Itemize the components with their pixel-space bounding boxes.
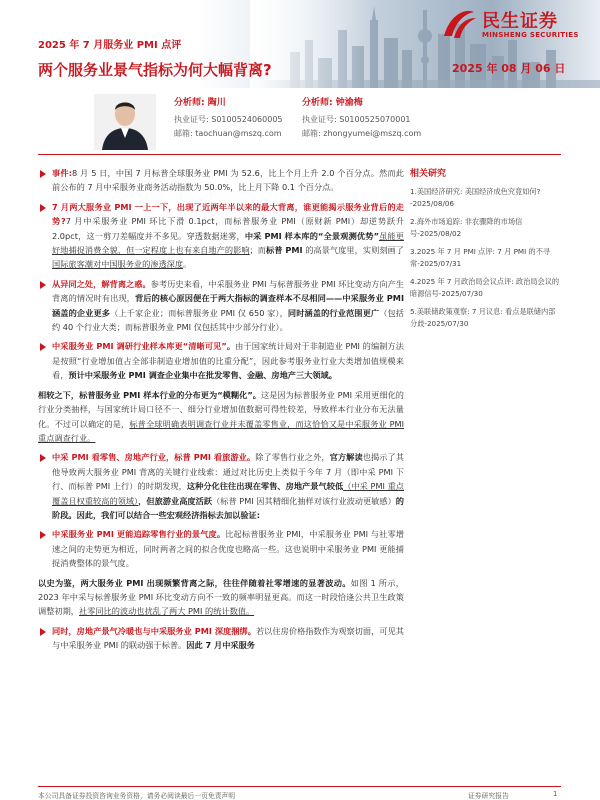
bold-text: 背后的核心原因便在于两大指标的调查样本不尽相同——中采服务业 PMI 涵盖的企业更多	[52, 293, 404, 318]
body-text: 的高景气度里，实则刻画了	[302, 245, 404, 256]
bold-text: 的阶段。因此，我们可以结合一些宏观经济指标去加以验证:	[52, 495, 404, 520]
license-number: S0100525070001	[339, 115, 411, 124]
analyst-photo	[94, 94, 156, 150]
body-text: 如图 1 所示，2023 年中采与标普服务业 PMI 环比变动方向不一致的频率明显更高。而这一时段恰逢公共卫生政策调整初期，	[38, 577, 404, 617]
related-research-link[interactable]: 1.美国经济研究: 美国经济成色究竟如何? -2025/08/06	[410, 187, 541, 208]
body-text: 比起标普服务业 PMI，中采服务业 PMI 与社零增速之间的走势更为相近，同时两者之间的拟合优度也略高一些。这也说明中采服务业 PMI 更能捕捉消费整体的景气度。	[52, 529, 404, 569]
paragraph-divergence	[38, 200, 404, 272]
report-date: 2025 年 08 月 06 日	[452, 62, 566, 75]
paragraph-differences	[38, 277, 404, 335]
analyst-email[interactable]: taochuan@mszq.com	[195, 129, 282, 138]
minsheng-logo-icon	[440, 6, 478, 42]
lead-text: 同时，房地产景气冷暖也与中采服务业 PMI 深度捆绑。	[52, 625, 256, 636]
analyst-role: 分析师:	[302, 98, 333, 108]
analyst-email[interactable]: zhongyumei@mszq.com	[323, 129, 422, 138]
bold-text: 标普 PMI	[266, 245, 303, 256]
related-research-link[interactable]: 2.海外市场追踪: 非农骤降的市场信号-2025/08/02	[410, 217, 523, 238]
underlined-text: 标普全球明确表明调查行业并未覆盖零售业，而这恰恰又是中采服务业 PMI 重点调查行业。	[38, 418, 404, 443]
page-title: 两个服务业景气指标为何大幅背离?	[38, 61, 272, 79]
related-research-link[interactable]: 4.2025 年 7 月政治局会议点评: 政治局会议的暗源信号-2025/07/30	[410, 277, 560, 298]
logo-text-cn: 民生证券	[482, 11, 558, 32]
body-text: （包括约 40 个行业大类；而标普服务业 PMI 仅包括其中少部分行业）。	[52, 307, 404, 333]
body-text: 7 月中采服务业 PMI 环比下滑 0.1pct，而标普服务业 PMI（原财新 PMI）却逆势跃升 2.0pct，这一剪刀差幅度并不多见。穿透数据迷雾，	[52, 216, 404, 241]
body-text: ；而	[249, 245, 267, 256]
underlined-text: 虽能更好地捕捉消费全貌，但一定程度上也有来自地产的影响	[52, 230, 404, 256]
bold-text: 中采 PMI 样本库的“全景观测优势”	[244, 230, 379, 241]
bold-text: 同时涵盖的行业范围更广	[287, 307, 380, 318]
body-text: 参考历史来看，中采服务业 PMI 与标普服务业 PMI 环比变动方向产生背离的情况时有出现，	[52, 278, 404, 304]
body-text: 这是因为标普服务业 PMI 采用更细化的行业分类抽样，与国家统计局口径不一、细分行业增加值数据可得性较差，导致样本行业分布无法量化。不过可以确定的是，	[38, 389, 404, 429]
analyst-card-1	[174, 96, 283, 141]
body-text: 除了零售行业之外，	[255, 452, 330, 463]
report-series: 2025 年 7 月服务业 PMI 点评	[38, 40, 182, 51]
body-text: （上千家企业；而标普服务业 PMI 仅 650 家），	[110, 307, 288, 318]
footer-divider	[38, 786, 561, 787]
report-header	[0, 0, 600, 88]
lead-text: 以史为鉴，两大服务业 PMI 出现频繁背离之际，往往伴随着社零增速的显著波动。	[38, 577, 351, 588]
related-research-link[interactable]: 3.2025 年 7 月 PMI 点评: 7 月 PMI 的不寻常-2025/07/31	[410, 247, 551, 268]
license-label: 执业证号:	[302, 115, 337, 124]
underlined-text: （中采 PMI 重点覆盖且权重较高的领域）	[52, 481, 404, 506]
license-label: 执业证号:	[174, 115, 209, 124]
bold-text: ，但旅游业高度活跃	[138, 495, 213, 506]
lead-text: 事件:	[52, 168, 73, 178]
logo-text-en: MINSHENG SECURITIES	[482, 31, 579, 39]
body-text: 8 月 5 日，中国 7 月标普全球服务业 PMI 为 52.6，比上个月上升 2.0 个百分点。然而此前公布的 7 月中采服务业商务活动指数为 50.0%，比上月下降 0.1 个百分点。	[52, 168, 404, 193]
page-number: 1	[553, 790, 558, 798]
underlined-text: 国际旅客潮对中国服务业的渗透深度	[52, 259, 184, 270]
lead-text: 中采服务业 PMI 调研行业样本库更“清晰可见”。	[52, 341, 236, 352]
analyst-role: 分析师:	[174, 98, 205, 108]
body-text: 由于国家统计局对于非制造业 PMI 的编制方法是按照“行业增加值占全部非制造业增加值的比重分配”，因此参考服务业行业大类增加值规模来看，	[52, 341, 404, 381]
report-body	[38, 166, 404, 658]
paragraph-history	[38, 576, 404, 619]
bold-text: 官方解读	[329, 452, 363, 463]
body-text: 。	[183, 259, 192, 270]
body-text: （标普 PMI 因其精细化抽样对该行业波动更敏感）	[212, 495, 396, 506]
email-label: 邮箱:	[174, 129, 193, 138]
bold-text: 这种分化往往出现在零售、房地产景气较低	[186, 481, 344, 492]
underlined-text: 社零同比的波动也扰乱了两大 PMI 的统计数值。	[78, 606, 255, 617]
bold-text: 因此 7 月中采服务	[186, 640, 255, 651]
analyst-name: 陶川	[207, 98, 226, 108]
lead-text: 7 月两大服务业 PMI 一上一下，出现了近两年半以来的最大背离，谁更能揭示服务业背后的走势?	[52, 201, 404, 227]
bold-text: 预计中采服务业 PMI 调查企业集中在批发零售、金融、房地产三大领域。	[68, 370, 337, 381]
analyst-name: 钟渝梅	[335, 98, 363, 108]
sidebar-heading: 相关研究	[410, 169, 447, 179]
lead-text: 从异同之处，解背离之惑。	[52, 278, 151, 289]
email-label: 邮箱:	[302, 129, 321, 138]
brand-logo	[440, 4, 590, 44]
paragraph-retail	[38, 527, 404, 570]
paragraph-event	[38, 166, 404, 195]
header-divider	[38, 154, 561, 155]
footer-doc-type: 证券研究报告	[468, 792, 509, 800]
paragraph-sp-sample	[38, 388, 404, 446]
paragraph-sectors	[38, 450, 404, 522]
paragraph-caixin-sample	[38, 339, 404, 382]
footer-disclaimer: 本公司具备证券投资咨询业务资格，请务必阅读最后一页免责声明	[38, 792, 236, 800]
analyst-card-2	[302, 96, 421, 141]
related-research-sidebar	[410, 168, 562, 336]
paragraph-property	[38, 624, 404, 653]
related-research-link[interactable]: 5.美联储政策观察: 7 月议息: 看点是联储内部分歧-2025/07/30	[410, 307, 556, 328]
lead-text: 中采服务业 PMI 更能追踪零售行业的景气度。	[52, 529, 226, 540]
body-text: 也揭示了其他导致两大服务业 PMI 背离的关键行业线索：通过对比历史上类似于今年 7 月（即中采 PMI 下行、而标普 PMI 上行）的时期发现，	[52, 452, 404, 492]
body-text: 若以住房价格指数作为观察切面，可见其与中采服务业 PMI 的联动强于标普。	[52, 625, 404, 651]
lead-text: 中采 PMI 看零售、房地产行业，标普 PMI 看旅游业。	[52, 452, 256, 463]
lead-text: 相较之下，标普服务业 PMI 样本行业的分布更为“模糊化”。	[38, 389, 261, 400]
avatar	[94, 94, 156, 150]
license-number: S0100524060005	[211, 115, 283, 124]
